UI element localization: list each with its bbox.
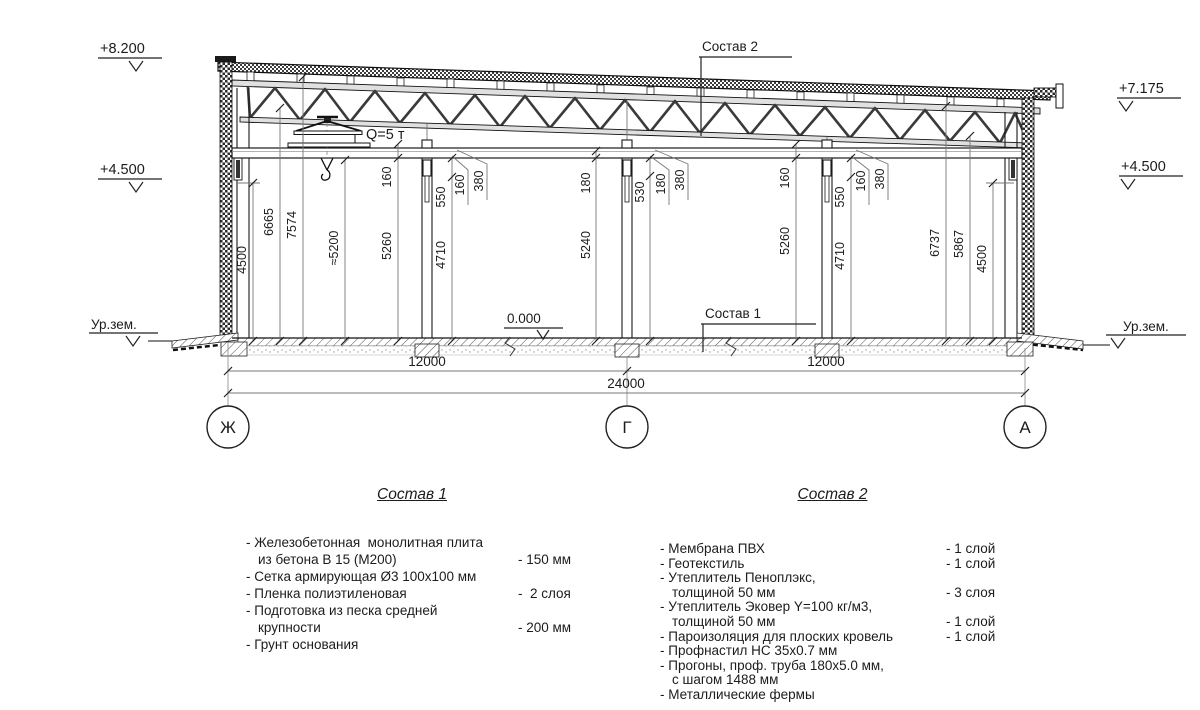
sostav1-callout: Состав 1 (705, 306, 761, 321)
grid-axis-zh: Ж (220, 418, 236, 437)
grid-axis-a: А (1019, 418, 1031, 437)
vertical-dim-label: 4500 (975, 245, 989, 273)
list-item-text: - Железобетонная монолитная плита (246, 535, 484, 550)
list-item (660, 557, 1005, 572)
list-item-value: - 1 слой (946, 555, 996, 571)
list-item (660, 542, 1005, 557)
left-parapet-cap (215, 56, 236, 62)
elevation-top-right: +7.175 (1119, 81, 1164, 97)
vertical-dim-label: 160 (778, 167, 792, 189)
vertical-dim-label: 180 (579, 172, 593, 194)
vertical-dim-label: 380 (873, 168, 887, 190)
list-item (660, 644, 1005, 659)
vertical-dim-label: 5240 (579, 231, 593, 259)
vertical-dim-label: 7574 (285, 211, 299, 239)
list-item-text: - Утеплитель Пеноплэкс, (660, 570, 816, 586)
list-item-text: - Утеплитель Эковер Y=100 кг/м3, (660, 599, 873, 615)
vertical-dim-label: 5867 (952, 230, 966, 258)
list-item (660, 659, 1005, 674)
vertical-dim-label: 6665 (262, 208, 276, 236)
list-item-text: - Пароизоляция для плоских кровель (660, 628, 894, 644)
sostav2-list (660, 486, 1005, 703)
list-item-value: - 1 слой (946, 613, 996, 629)
list-item (246, 619, 578, 636)
list-item-value: - 1 слой (946, 628, 996, 644)
vertical-dim-label: 4710 (434, 241, 448, 269)
list-item (660, 630, 1005, 645)
sostav1-title: Состав 1 (377, 486, 447, 503)
crane-capacity-label: Q=5 т (366, 127, 405, 143)
list-item (660, 600, 1005, 615)
sostav2-callout: Состав 2 (702, 39, 758, 54)
list-item-text: толщиной 50 мм (672, 613, 776, 629)
span-dim-left: 12000 (408, 354, 446, 369)
left-wall (220, 62, 232, 338)
list-item-text: - Геотекстиль (660, 555, 745, 571)
vertical-dim-label: 180 (654, 173, 668, 195)
list-item-text: - Профнастил НС 35х0.7 мм (660, 643, 838, 659)
list-item (246, 551, 578, 568)
right-wall (1022, 98, 1034, 338)
list-item-text: - Сетка армирующая Ø3 100х100 мм (246, 569, 477, 584)
vertical-dim-label: 160 (453, 174, 467, 196)
list-item (246, 636, 578, 653)
zero-level-label: 0.000 (507, 311, 541, 326)
list-item-text: - Пленка полиэтиленовая (246, 586, 407, 601)
list-item-value: - 3 слоя (946, 584, 996, 600)
vertical-dim-label: 550 (833, 186, 847, 208)
foundation (148, 333, 1110, 357)
list-item (246, 534, 578, 551)
list-item-text: - Прогоны, проф. труба 180х5.0 мм, (660, 657, 884, 673)
vertical-dim-label: 5260 (778, 227, 792, 255)
list-item-text: - Металлические фермы (660, 686, 815, 702)
list-item-text: - Подготовка из песка средней (246, 603, 438, 618)
total-dim: 24000 (607, 376, 645, 391)
grid-axis-g: Г (622, 418, 632, 437)
list-item-value: - 200 мм (518, 620, 572, 635)
list-item (246, 602, 578, 619)
span-dim-right: 12000 (807, 354, 845, 369)
vertical-dim-label: 160 (854, 170, 868, 192)
ground-level-label-right: Ур.зем. (1123, 319, 1169, 334)
list-item-value: - 2 слоя (518, 586, 571, 601)
list-item-text: - Мембрана ПВХ (660, 541, 765, 556)
vertical-dim-label: 550 (434, 186, 448, 208)
vertical-dim-label: 4710 (833, 242, 847, 270)
list-item-text: из бетона В 15 (М200) (258, 552, 397, 567)
runway-beam (232, 148, 1022, 158)
list-item (660, 586, 1005, 601)
list-item-value: - 150 мм (518, 552, 572, 567)
vertical-dim-label: 530 (633, 181, 647, 203)
list-item (660, 688, 1005, 703)
list-item (660, 673, 1005, 688)
crane-hook (321, 158, 333, 180)
list-item (246, 585, 578, 602)
vertical-dim-label: 380 (673, 169, 687, 191)
list-item-value: - 1 слой (946, 541, 996, 556)
vertical-dim-label: 4500 (235, 246, 249, 274)
elevation-mid-left: +4.500 (100, 162, 145, 178)
vertical-dim-label: 5260 (380, 232, 394, 260)
ground-level-label-left: Ур.зем. (91, 317, 137, 332)
dimension-ticks (249, 73, 997, 345)
elevation-top-left: +8.200 (100, 41, 145, 57)
list-item-text: толщиной 50 мм (672, 584, 776, 600)
list-item-text: крупности (258, 620, 321, 635)
list-item-text: с шагом 1488 мм (672, 672, 779, 688)
list-item-text: - Грунт основания (246, 637, 359, 652)
elevation-marks (89, 57, 1186, 352)
list-item (660, 615, 1005, 630)
vertical-dim-label: 160 (380, 166, 394, 188)
vertical-dim-label: 6737 (928, 229, 942, 257)
list-item (660, 571, 1005, 586)
vertical-dim-label: ≈5200 (327, 230, 341, 266)
sostav1-list (246, 486, 578, 653)
sostav2-title: Состав 2 (797, 486, 868, 503)
vertical-dim-label: 380 (472, 170, 486, 192)
elevation-mid-right: +4.500 (1121, 159, 1166, 175)
list-item (246, 568, 578, 585)
